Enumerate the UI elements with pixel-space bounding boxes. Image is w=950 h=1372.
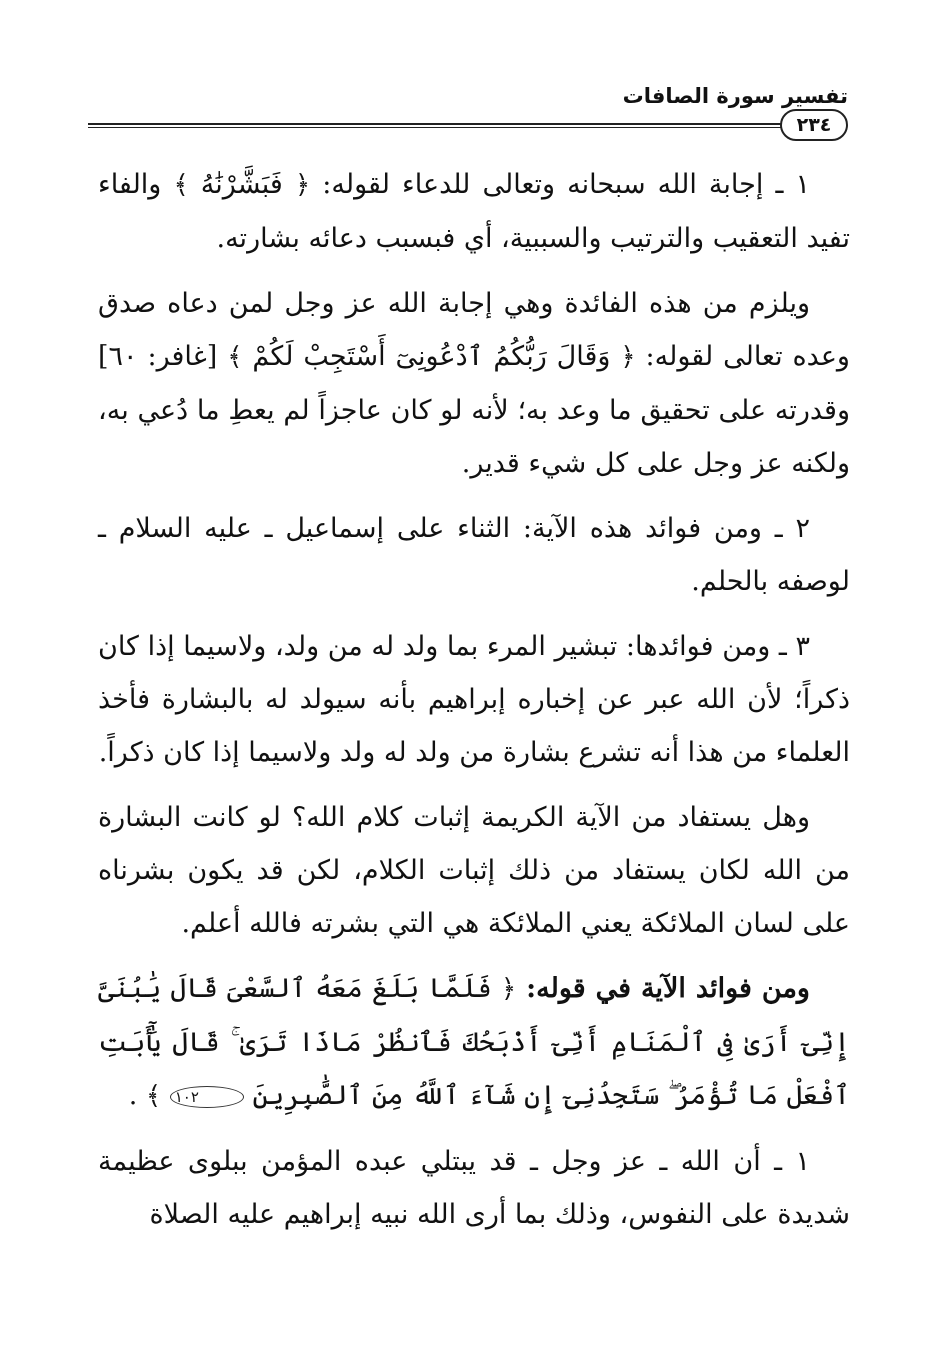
paragraph-text: [غافر: ٦٠] وقدرته على تحقيق ما وعد به؛ لأنه لو كان عاجزاً لم يعطِ ما دُعي به، ولكنه عز وجل على كل شيء قدير. [98,341,850,479]
quran-quote: فَلَمَّا بَلَغَ مَعَهُ ٱلسَّعْىَ قَالَ يَٰبُنَىَّ إِنِّىٓ أَرَىٰ فِى ٱلْمَنَامِ أَنِّىٓ أَذْبَحُكَ فَٱنظُرْ مَاذَا تَرَىٰ ۚ قَالَ يَٰٓأَبَتِ ٱفْعَلْ مَا تُؤْمَرُ ۖ سَتَجِدُنِىٓ إِن شَآءَ ٱللَّهُ مِنَ ٱلصَّٰبِرِينَ [98,973,850,1111]
paragraph-text: ويلزم من هذه الفائدة وهي إجابة الله عز وجل لمن دعاه صدق وعده تعالى لقوله: [98,288,850,372]
page-header [88,82,848,136]
ayah-number: ١٠٢ [170,1086,244,1108]
paragraph-1 [98,158,850,265]
quran-open-bracket: ﴿ [500,974,517,1004]
quran-open-bracket: ﴿ [620,342,636,372]
header-rule [88,123,782,128]
paragraph-text: ١ ـ إجابة الله سبحانه وتعالى للدعاء لقوله: [310,169,810,200]
page-body [98,158,850,1253]
paragraph-5: وهل يستفاد من الآية الكريمة إثبات كلام الله؟ لو كانت البشارة من الله لكان يستفاد من ذلك إثبات الكلام، لكن قد يكون بشرناه على لسان الملائكة يعني الملائكة هي التي بشرته فالله أعلم. [98,802,850,939]
running-title: تفسير سورة الصافات [622,84,848,108]
section-lead: ومن فوائد الآية في قوله: [516,973,810,1004]
quran-close-bracket: ﴾ [145,1081,162,1111]
quran-quote: فَبَشَّرْنَٰهُ [188,169,283,200]
quran-close-bracket: ﴾ [227,342,243,372]
paragraph-4: ٣ ـ ومن فوائدها: تبشير المرء بما ولد له من ولد، ولاسيما إذا كان ذكراً؛ لأن الله عبر عن إخباره إبراهيم بأنه سيولد له بالبشارة فأخذ العلماء من هذا أنه تشرع بشارة من ولد له ولد ولاسيما إذا كان ذكراً. [98,631,850,768]
page-number: ٢٣٤ [780,109,848,141]
paragraph-6 [98,962,850,1123]
quran-open-bracket: ﴿ [294,170,311,200]
quran-close-bracket: ﴾ [173,170,189,200]
paragraph-2 [98,277,850,490]
paragraph-text: والفاء تفيد التعقيب والترتيب والسببية، أي فبسبب دعائه بشارته. [98,169,850,254]
quran-quote: وَقَالَ رَبُّكُمُ ٱدْعُونِىٓ أَسْتَجِبْ لَكُمْ [252,341,611,372]
paragraph-3: ٢ ـ ومن فوائد هذه الآية: الثناء على إسماعيل ـ عليه السلام ـ لوصفه بالحلم. [98,513,850,597]
paragraph-text: . [128,1080,138,1111]
paragraph-7: ١ ـ أن الله ـ عز وجل ـ قد يبتلي عبده المؤمن ببلوى عظيمة شديدة على النفوس، وذلك بما أرى الله نبيه إبراهيم عليه الصلاة [98,1146,850,1230]
